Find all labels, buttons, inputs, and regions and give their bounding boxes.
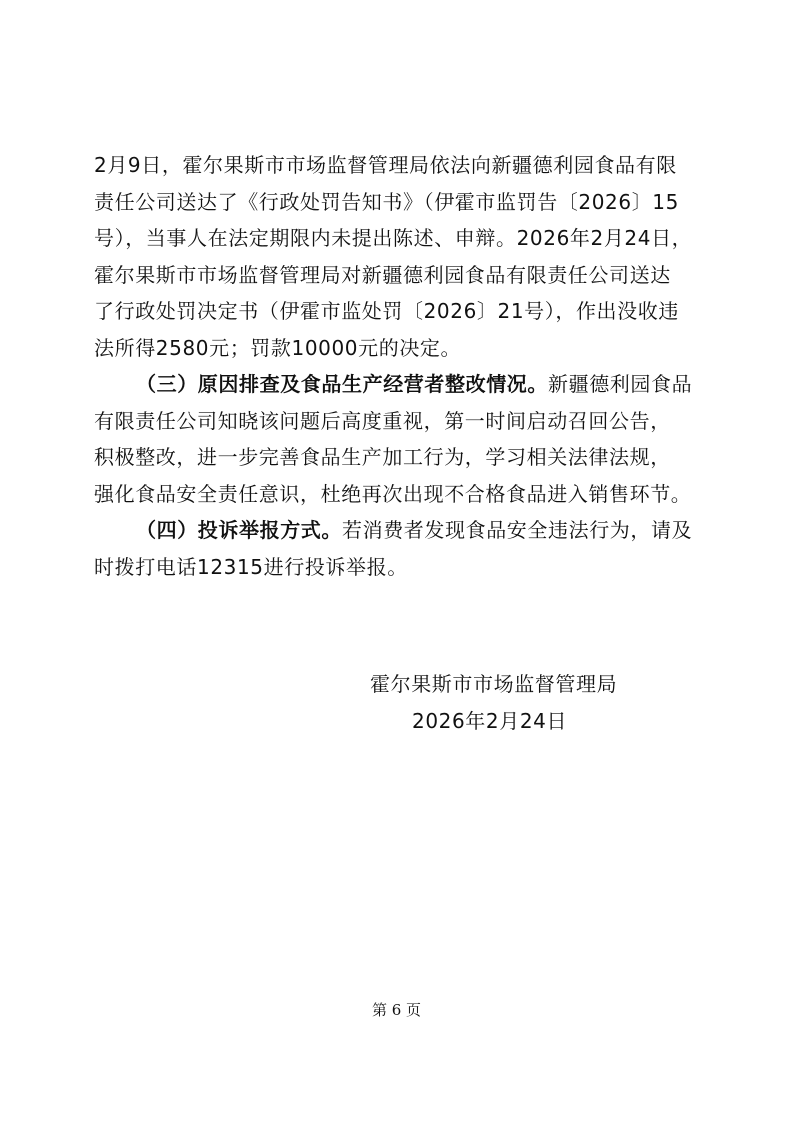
paragraph-line: 了行政处罚决定书（伊霍市监处罚〔2026〕21号），作出没收违 (94, 299, 679, 323)
paragraph-line: 法所得2580元；罚款10000元的决定。 (94, 335, 462, 360)
paragraph-line: 号），当事人在法定期限内未提出陈述、申辩。2026年2月24日， (94, 226, 693, 250)
paragraph-line: 霍尔果斯市市场监督管理局对新疆德利园食品有限责任公司送达 (94, 262, 671, 287)
section-3-first-line (94, 366, 706, 403)
signature-block (330, 666, 660, 740)
document-body (94, 147, 706, 585)
section-4-first-line (94, 512, 706, 549)
section-3-line: 有限责任公司知晓该问题后高度重视，第一时间启动召回公告， (94, 408, 671, 433)
section-4-line: 时拨打电话12315进行投诉举报。 (94, 554, 408, 579)
section-4-text: 若消费者发现食品安全违法行为，请及 (342, 518, 693, 542)
paragraph-line: 责任公司送达了《行政处罚告知书》（伊霍市监罚告〔2026〕15 (94, 189, 679, 214)
signature-organization: 霍尔果斯市市场监督管理局 (370, 672, 618, 696)
section-3-text: 新疆德利园食品 (548, 372, 693, 396)
section-3-heading: （三）原因排查及食品生产经营者整改情况。 (136, 372, 548, 396)
section-3-line: 积极整改，进一步完善食品生产加工行为，学习相关法律法规， (94, 445, 671, 469)
section-3-line: 强化食品安全责任意识，杜绝再次出现不合格食品进入销售环节。 (94, 481, 692, 506)
signature-date: 2026年2月24日 (412, 709, 568, 733)
section-4-heading: （四）投诉举报方式。 (136, 518, 342, 542)
paragraph-line: 2月9日，霍尔果斯市市场监督管理局依法向新疆德利园食品有限 (94, 153, 677, 177)
page-number: 第 6 页 (371, 1001, 422, 1019)
